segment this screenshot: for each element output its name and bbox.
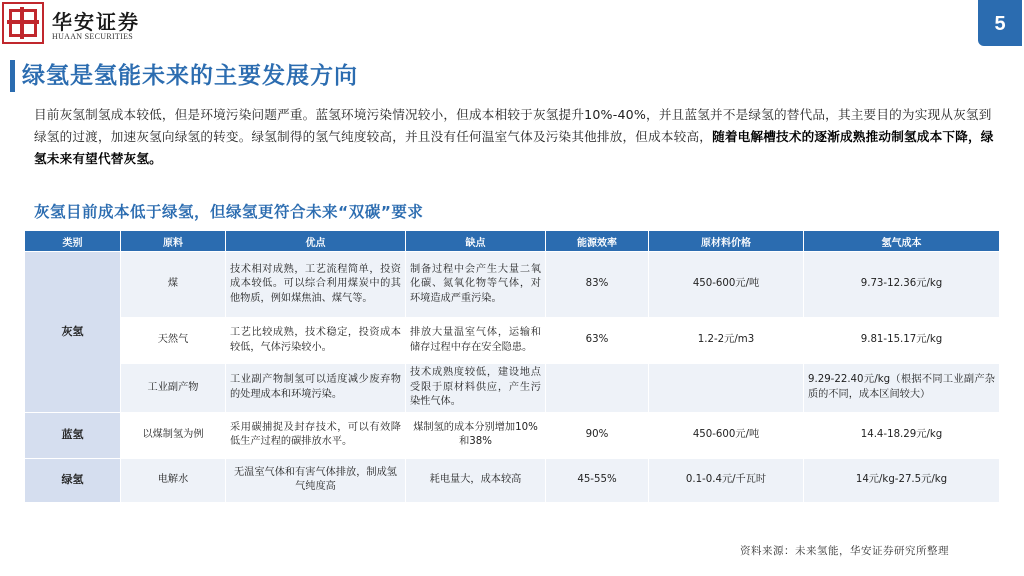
category-cell: 绿氢 <box>25 458 121 502</box>
cost-cell: 14.4-18.29元/kg <box>804 412 1000 458</box>
efficiency-cell <box>546 364 649 413</box>
pros-cell: 工艺比较成熟，技术稳定，投资成本较低，气体污染较小。 <box>226 318 406 364</box>
hydrogen-comparison-table <box>24 230 1000 503</box>
table-row <box>25 318 1000 364</box>
cons-cell: 制备过程中会产生大量二氧化碳、氮氧化物等气体，对环境造成严重污染。 <box>406 252 546 318</box>
header-material: 原料 <box>121 231 226 252</box>
source-note: 资料来源：未来氢能，华安证券研究所整理 <box>740 545 949 557</box>
efficiency-cell: 83% <box>546 252 649 318</box>
intro-text: 目前灰氢制氢成本较低，但是环境污染问题严重。蓝氢环境污染情况较小，但成本相较于灰氢提升10%-40%，并且蓝氢并不是绿氢的替代品，其主要目的为实现从灰氢到绿氢的过渡，加速灰氢向绿氢的转变。绿氢制得的氢气纯度较高，并且没有任何温室气体及污染其他排放，但成本较高， <box>34 107 992 144</box>
cons-cell: 技术成熟度较低，建设地点受限于原材料供应，产生污染性气体。 <box>406 364 546 413</box>
logo-text-cn: 华安证券 <box>52 10 140 34</box>
material-cell: 以煤制氢为例 <box>121 412 226 458</box>
header-cost: 氢气成本 <box>804 231 1000 252</box>
material-cell: 电解水 <box>121 458 226 502</box>
intro-highlight: 随着电解槽技术的逐渐成熟推动制氢成本下降，绿氢未来有望代替灰氢。 <box>34 129 994 166</box>
efficiency-cell: 90% <box>546 412 649 458</box>
table-title: 灰氢目前成本低于绿氢，但绿氢更符合未来“双碳”要求 <box>34 203 424 221</box>
cost-cell: 14元/kg-27.5元/kg <box>804 458 1000 502</box>
cost-cell: 9.73-12.36元/kg <box>804 252 1000 318</box>
header-price: 原材料价格 <box>649 231 804 252</box>
table-row <box>25 412 1000 458</box>
efficiency-cell: 45-55% <box>546 458 649 502</box>
cost-cell: 9.29-22.40元/kg（根据不同工业副产杂质的不同，成本区间较大） <box>804 364 1000 413</box>
pros-cell: 技术相对成熟，工艺流程简单，投资成本较低。可以综合利用煤炭中的其他物质，例如煤焦油、煤气等。 <box>226 252 406 318</box>
pros-cell: 采用碳捕捉及封存技术，可以有效降低生产过程的碳排放水平。 <box>226 412 406 458</box>
table-row <box>25 252 1000 318</box>
category-cell: 蓝氢 <box>25 412 121 458</box>
title-accent-bar <box>10 60 15 92</box>
price-cell <box>649 364 804 413</box>
price-cell: 450-600元/吨 <box>649 252 804 318</box>
page-title: 绿氢是氢能未来的主要发展方向 <box>22 63 358 89</box>
material-cell: 工业副产物 <box>121 364 226 413</box>
cons-cell: 煤制氢的成本分别增加10%和38% <box>406 412 546 458</box>
price-cell: 450-600元/吨 <box>649 412 804 458</box>
category-cell: 灰氢 <box>25 252 121 413</box>
table-header-row <box>25 231 1000 252</box>
pros-cell: 无温室气体和有害气体排放，制成氢气纯度高 <box>226 458 406 502</box>
intro-paragraph <box>34 104 996 170</box>
logo-text-en: HUAAN SECURITIES <box>52 32 134 41</box>
table-row <box>25 364 1000 413</box>
table-row <box>25 458 1000 502</box>
header-efficiency: 能源效率 <box>546 231 649 252</box>
price-cell: 1.2-2元/m3 <box>649 318 804 364</box>
page-number: 5 <box>978 0 1022 46</box>
material-cell: 煤 <box>121 252 226 318</box>
material-cell: 天然气 <box>121 318 226 364</box>
company-logo-icon <box>2 2 44 44</box>
header-category: 类别 <box>25 231 121 252</box>
header-cons: 缺点 <box>406 231 546 252</box>
cost-cell: 9.81-15.17元/kg <box>804 318 1000 364</box>
header-pros: 优点 <box>226 231 406 252</box>
cons-cell: 排放大量温室气体，运输和储存过程中存在安全隐患。 <box>406 318 546 364</box>
cons-cell: 耗电量大，成本较高 <box>406 458 546 502</box>
price-cell: 0.1-0.4元/千瓦时 <box>649 458 804 502</box>
efficiency-cell: 63% <box>546 318 649 364</box>
pros-cell: 工业副产物制氢可以适度减少废弃物的处理成本和环境污染。 <box>226 364 406 413</box>
